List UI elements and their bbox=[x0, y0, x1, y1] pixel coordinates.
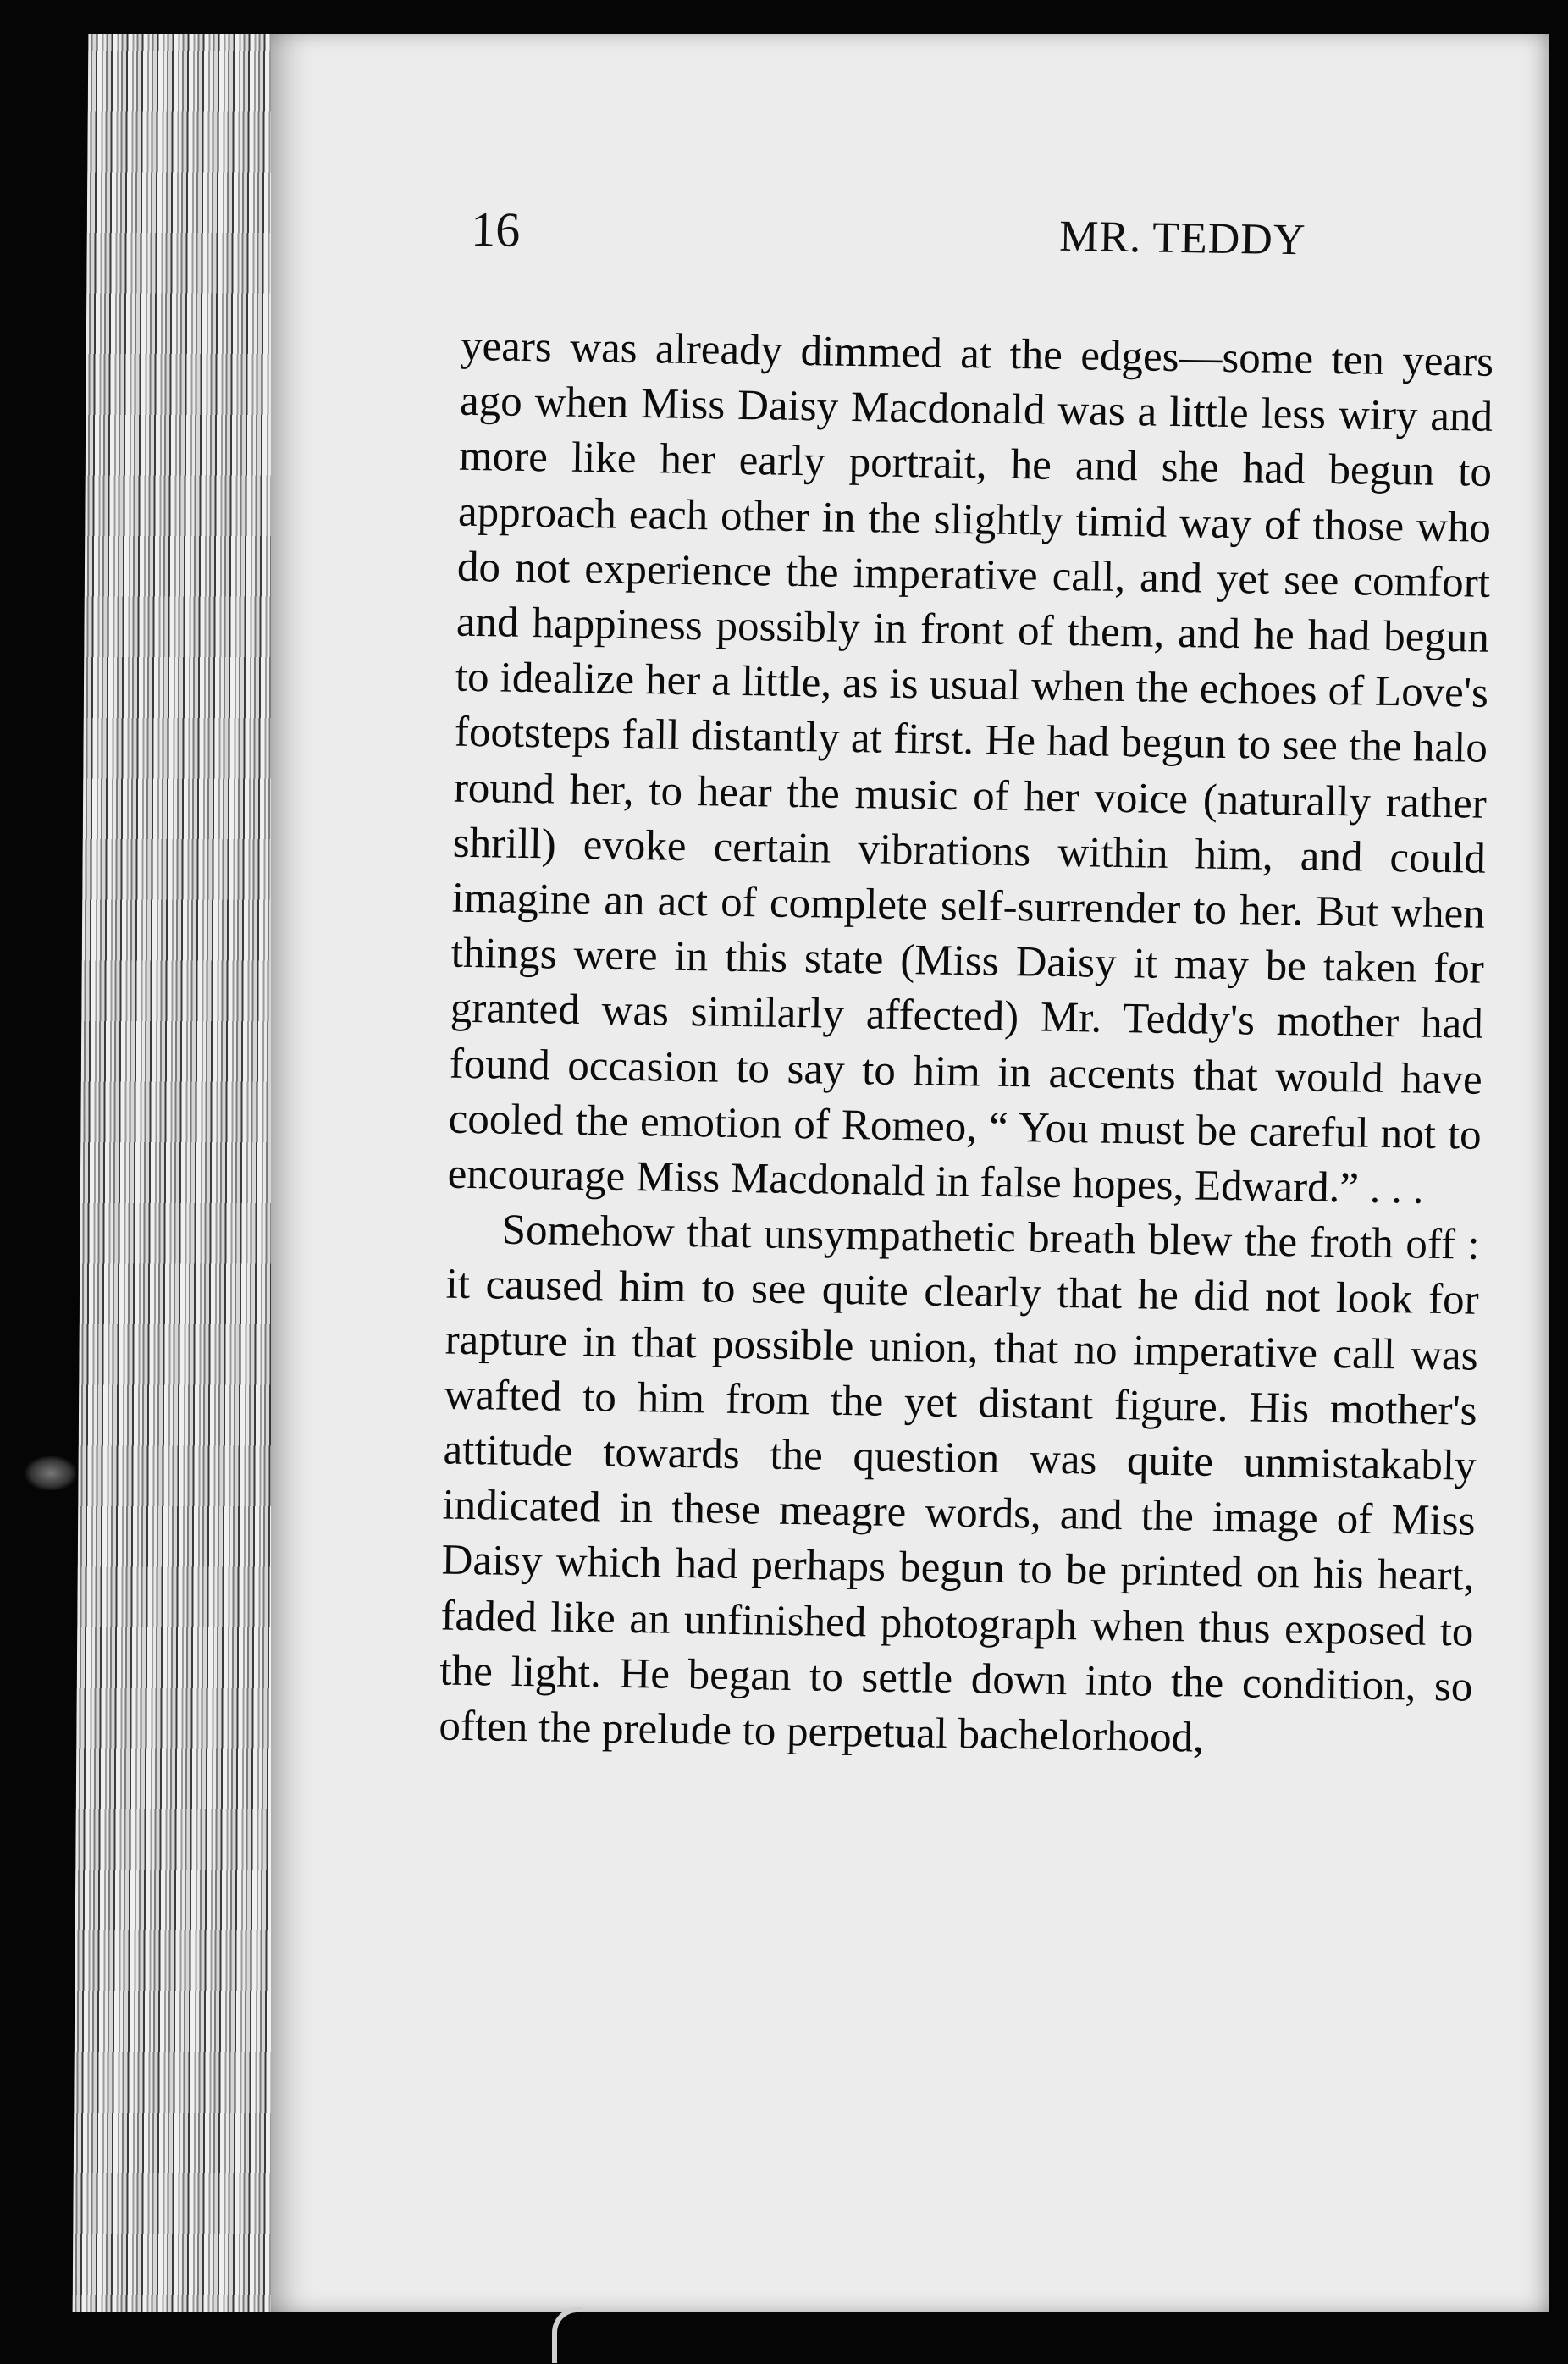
running-title: MR. TEDDY bbox=[1058, 212, 1306, 265]
page-content bbox=[235, 24, 1549, 2321]
running-head bbox=[470, 201, 1487, 293]
paragraph: Somehow that unsympathetic breath blew the froth off : it caused him to see quite clearly that he did not look for rapture in that possible union, that no imperative call was wafted to him from the yet distant figure. His mother's attitude towards the question was quite unmistakably indicated in these meagre words, and the image of Miss Daisy which had perhaps begun to be printed on his heart, faded like an unfinished photograph when thus exposed to the light. He began to settle down into the condition, so often the prelude to perpetual bachelorhood, bbox=[439, 1206, 1481, 1762]
book-page bbox=[271, 34, 1549, 2312]
page-number: 16 bbox=[470, 201, 521, 257]
paragraph-continued: years was already dimmed at the edges—some ten years ago when Miss Daisy Macdonald was a little less wiry and more like her early portrait, he and she had begun to approach each other in the slightly timid way of those who do not experience the imperative call, and yet see comfort and happiness possibly in front of them, and he had begun to idealize her a little, as is usual when the echoes of Love's footsteps fall distantly at first. He had begun to see the halo round her, to hear the music of her voice (naturally rather shrill) evoke certain vibrations within him, and could imagine an act of complete self-surrender to her. But when things were in this state (Miss Daisy it may be taken for granted was similarly affected) Mr. Teddy's mother had found occasion to say to him in accents that would have cooled the emotion of Romeo, “ You must be careful not to encourage Miss Macdonald in false hopes, Edward.” . . . bbox=[447, 322, 1494, 1213]
scan-smudge bbox=[25, 1456, 76, 1490]
body-text bbox=[439, 319, 1493, 1770]
